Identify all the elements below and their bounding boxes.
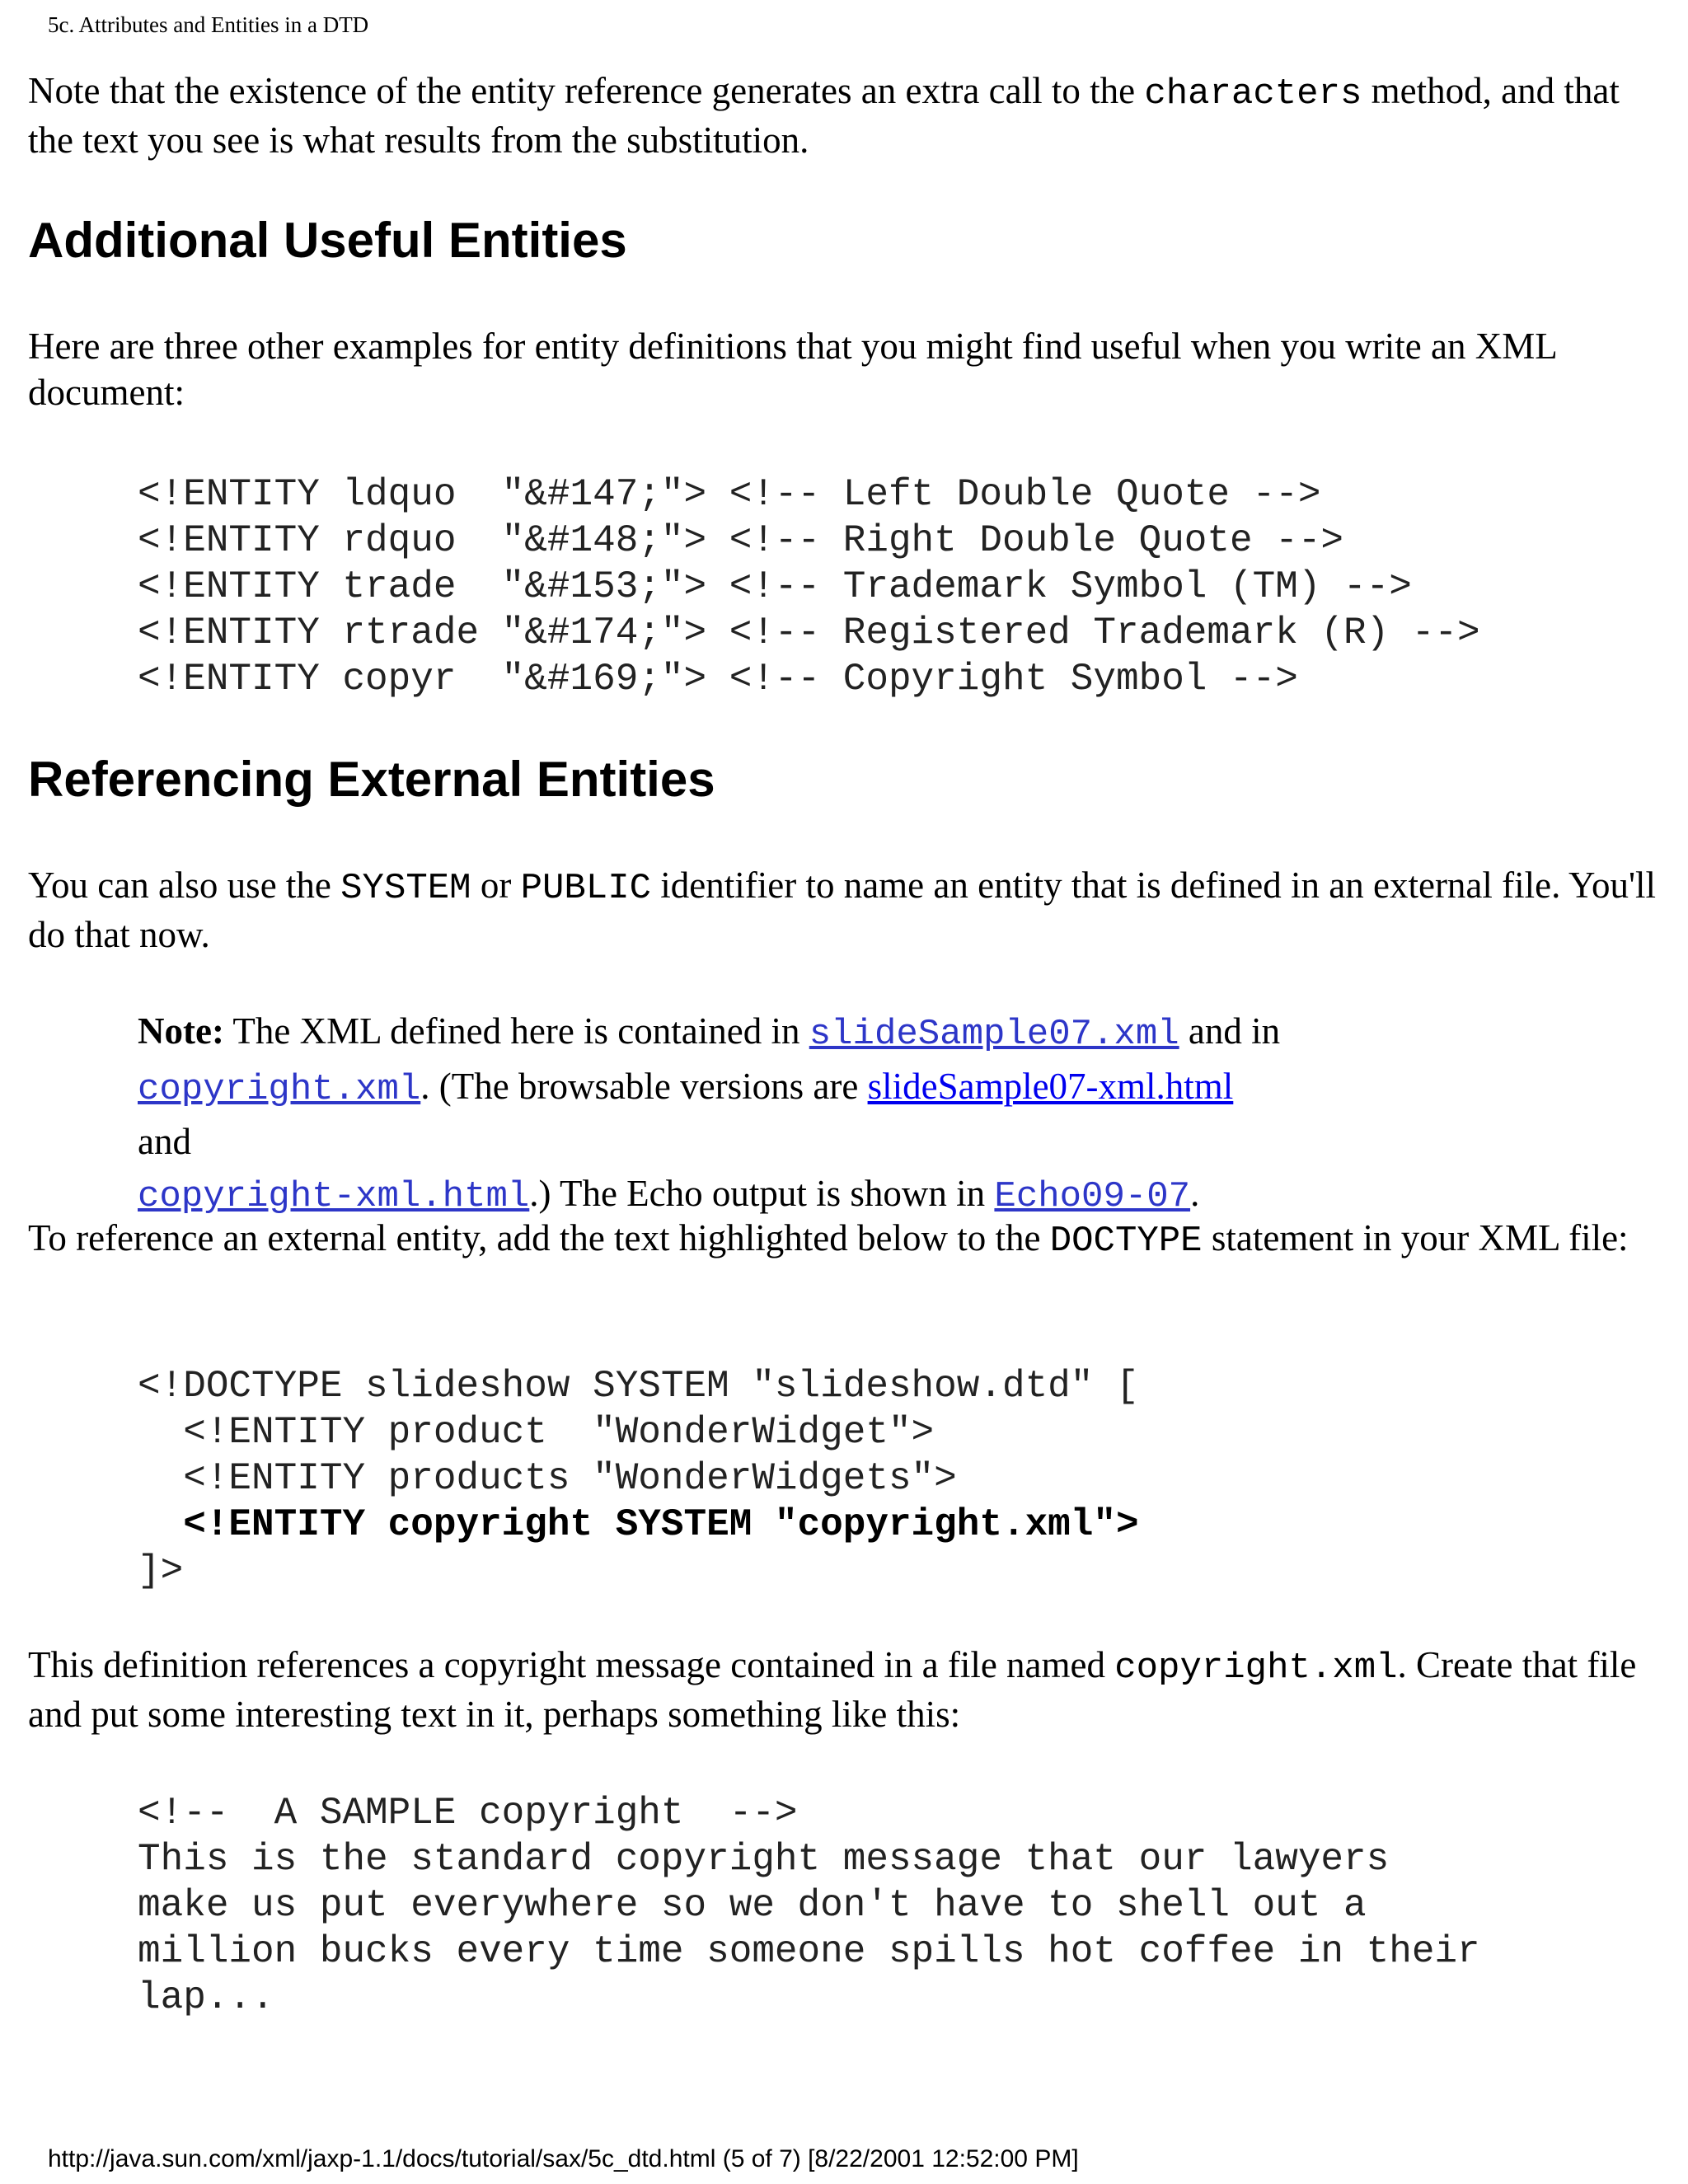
text: The XML defined here is contained in bbox=[223, 1010, 809, 1052]
section2-paragraph-1 bbox=[28, 862, 1668, 958]
code-line: ]> bbox=[138, 1549, 184, 1592]
code-line: <!ENTITY copyr "&#169;"> <!-- Copyright Symbol --> bbox=[138, 658, 1298, 701]
text: This definition references a copyright message contained in a file named bbox=[28, 1644, 1115, 1685]
code-line: <!ENTITY trade "&#153;"> <!-- Trademark Symbol (TM) --> bbox=[138, 565, 1412, 608]
code-doctype: DOCTYPE bbox=[1049, 1221, 1203, 1262]
text: and in bbox=[1179, 1010, 1281, 1052]
text: . bbox=[1190, 1173, 1200, 1214]
code-line: <!ENTITY rtrade "&#174;"> <!-- Registered Trademark (R) --> bbox=[138, 612, 1480, 654]
heading-referencing-external-entities: Referencing External Entities bbox=[28, 752, 715, 807]
code-line: lap... bbox=[138, 1976, 274, 2019]
text: statement in your XML file: bbox=[1202, 1217, 1629, 1258]
note-block bbox=[138, 1005, 1292, 1223]
text: .) The Echo output is shown in bbox=[529, 1173, 995, 1214]
entity-definitions-code bbox=[138, 471, 1480, 702]
code-public: PUBLIC bbox=[520, 868, 652, 909]
doctype-code bbox=[138, 1363, 1139, 1594]
intro-code-characters: characters bbox=[1144, 73, 1362, 115]
code-line: <!ENTITY rdquo "&#148;"> <!-- Right Double Quote --> bbox=[138, 519, 1344, 562]
intro-text-2: method, and that the text you see is what results from the substitution. bbox=[28, 70, 1620, 161]
heading-additional-useful-entities: Additional Useful Entities bbox=[28, 213, 627, 268]
code-line: make us put everywhere so we don't have to shell out a bbox=[138, 1884, 1367, 1927]
code-line-highlighted: <!ENTITY copyright SYSTEM "copyright.xml"> bbox=[138, 1503, 1139, 1546]
section2-paragraph-2 bbox=[28, 1215, 1668, 1264]
page-footer: http://java.sun.com/xml/jaxp-1.1/docs/tutorial/sax/5c_dtd.html (5 of 7) [8/22/2001 12:52:00 PM] bbox=[48, 2145, 1079, 2172]
code-line: <!-- A SAMPLE copyright --> bbox=[138, 1792, 798, 1835]
text: identifier to name an entity that is defined in an external file. You'll do that now. bbox=[28, 865, 1657, 955]
text: . Create that file and put some interesting text in it, perhaps something like this: bbox=[28, 1644, 1637, 1735]
link-slidesample07-xml[interactable]: slideSample07.xml bbox=[809, 1014, 1179, 1055]
link-copyright-xml-html[interactable]: copyright-xml.html bbox=[138, 1176, 530, 1217]
text: and bbox=[138, 1121, 191, 1162]
code-line: <!ENTITY product "WonderWidget"> bbox=[138, 1411, 935, 1454]
note-label: Note: bbox=[138, 1010, 224, 1052]
text: To reference an external entity, add the text highlighted below to the bbox=[28, 1217, 1050, 1258]
code-line: million bucks every time someone spills hot coffee in their bbox=[138, 1930, 1480, 1973]
code-system: SYSTEM bbox=[340, 868, 471, 909]
link-copyright-xml[interactable]: copyright.xml bbox=[138, 1069, 421, 1110]
intro-text-1: Note that the existence of the entity reference generates an extra call to the bbox=[28, 70, 1145, 111]
code-line: <!ENTITY ldquo "&#147;"> <!-- Left Double Quote --> bbox=[138, 473, 1321, 516]
code-line: <!ENTITY products "WonderWidgets"> bbox=[138, 1457, 957, 1500]
text: . (The browsable versions are bbox=[420, 1066, 868, 1107]
text: or bbox=[471, 865, 521, 906]
page-header: 5c. Attributes and Entities in a DTD bbox=[48, 12, 369, 37]
copyright-sample-code bbox=[138, 1790, 1480, 2021]
code-line: <!DOCTYPE slideshow SYSTEM "slideshow.dtd" [ bbox=[138, 1365, 1139, 1408]
code-copyright-xml: copyright.xml bbox=[1114, 1647, 1398, 1689]
text: You can also use the bbox=[28, 865, 341, 906]
section2-paragraph-3 bbox=[28, 1642, 1668, 1737]
intro-paragraph bbox=[28, 68, 1668, 163]
code-line: This is the standard copyright message that our lawyers bbox=[138, 1838, 1390, 1881]
link-echo09-07[interactable]: Echo09-07 bbox=[994, 1176, 1191, 1217]
section1-paragraph: Here are three other examples for entity definitions that you might find useful when you write an XML document: bbox=[28, 326, 1557, 413]
link-slidesample07-xml-html[interactable]: slideSample07-xml.html bbox=[867, 1066, 1234, 1107]
